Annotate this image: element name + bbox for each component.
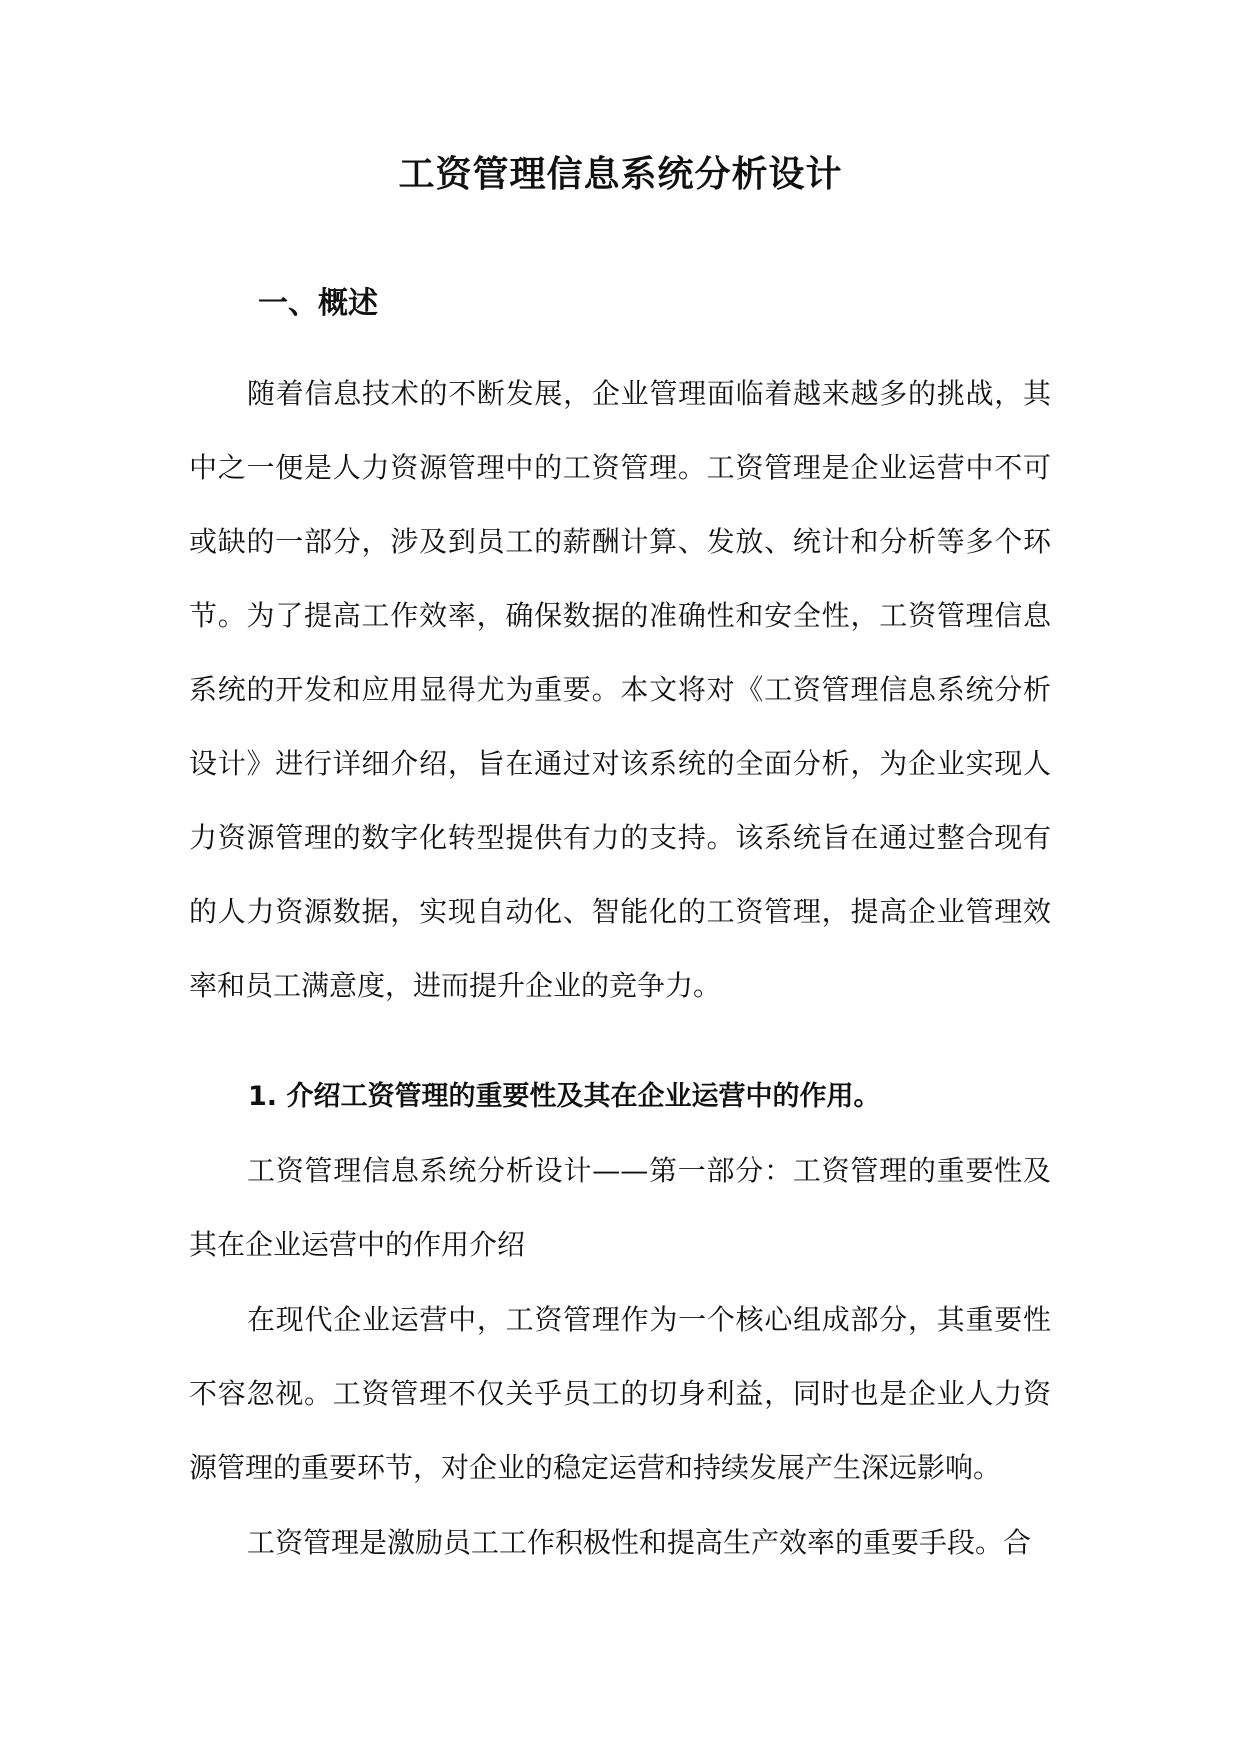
sub-heading-importance: 1. 介绍工资管理的重要性及其在企业运营中的作用。 — [248, 1081, 881, 1112]
paragraph-modern-operation: 在现代企业运营中，工资管理作为一个核心组成部分，其重要性不容忽视。工资管理不仅关乎员工的切身利益，同时也是企业人力资源管理的重要环节，对企业的稳定运营和持续发展产生深远影响。 — [189, 1303, 1051, 1484]
paragraph-overview: 随着信息技术的不断发展，企业管理面临着越来越多的挑战，其中之一便是人力资源管理中的工资管理。工资管理是企业运营中不可或缺的一部分，涉及到员工的薪酬计算、发放、统计和分析等多个环节。为了提高工作效率，确保数据的准确性和安全性，工资管理信息系统的开发和应用显得尤为重要。本文将对《工资管理信息系统分析设计》进行详细介绍，旨在通过对该系统的全面分析，为企业实现人力资源管理的数字化转型提供有力的支持。该系统旨在通过整合现有的人力资源数据，实现自动化、智能化的工资管理，提高企业管理效率和员工满意度，进而提升企业的竞争力。 — [189, 377, 1051, 1002]
paragraph-motivation: 工资管理是激励员工工作积极性和提高生产效率的重要手段。合 — [247, 1526, 1032, 1559]
paragraph-part-one-intro: 工资管理信息系统分析设计——第一部分：工资管理的重要性及其在企业运营中的作用介绍 — [189, 1154, 1051, 1261]
document-title: 工资管理信息系统分析设计 — [398, 154, 843, 195]
section-heading-overview: 一、概述 — [258, 286, 378, 321]
